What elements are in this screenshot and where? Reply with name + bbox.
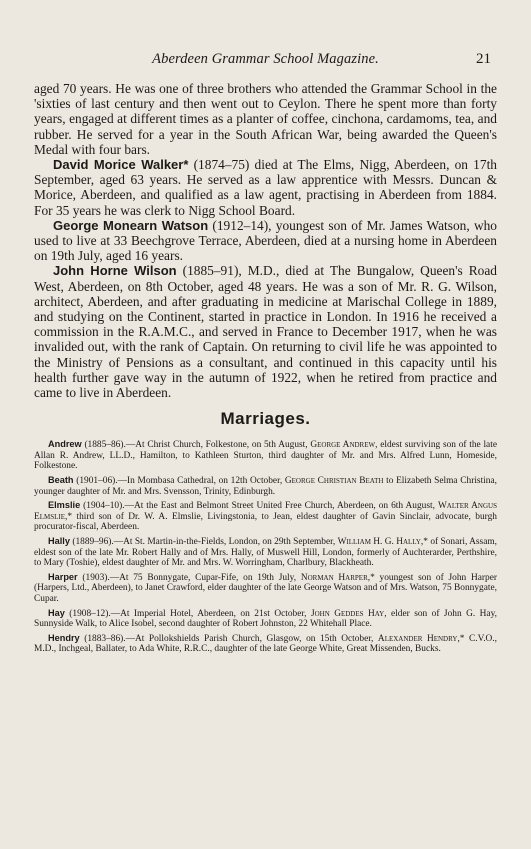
marriage-entry: Elmslie (1904–10).—At the East and Belmont Street United Free Church, Aberdeen, on 6th August, Walter Angus Elmslie,* third son of Dr. W. A. Elmslie, Livingstonia, to Jean, eldest daughter of Gavin Sinclair, advocate, burgh procurator-fiscal, Aberdeen. [34,500,497,533]
marriage-name: Andrew [48,439,82,450]
groom-name: William H. G. Hally,* [337,537,428,548]
marriage-entry: Beath (1901–06).—In Mombasa Cathedral, on 12th October, George Christian Beath to Elizabeth Selma Christina, younger daughter of Mr. and Mrs. Svensson, Trinity, Edinburgh. [34,475,497,497]
marriage-entry: Andrew (1885–86).—At Christ Church, Folkestone, on 5th August, George Andrew, eldest surviving son of the late Allan R. Andrew, LL.D., Hamilton, to Kathleen Sturton, third daughter of Mr. and Mrs. Alfred Lunn, Homeside, Folkestone. [34,439,497,472]
marriages-list [34,439,497,655]
groom-name: George Christian Beath [284,476,384,487]
groom-name: Norman Harper,* [300,572,375,583]
marriage-name: Hendry [48,632,80,643]
marriage-name: Elmslie [48,500,81,511]
obituary-text: (1885–91), M.D., died at The Bungalow, Queen's Road West, Aberdeen, on 8th October, aged 48 years. He was a son of Mr. R. G. Wilson, architect, Aberdeen, and after graduating in medicine at Marischal College in 1889, and studying on the Continent, started in practice in London. In 1916 he received a commission in the R.A.M.C., and served in France to December 1917, when he was invalided out, with the rank of Captain. On returning to civil life he was appointed to the Ministry of Pensions as a consultant, and continued in this capacity until his health further gave way in the autumn of 1922, when he retired from practice and came to live in Aberdeen. [34,263,497,401]
obituary-name: John Horne Wilson [53,263,177,279]
marriage-entry: Harper (1903).—At 75 Bonnygate, Cupar-Fife, on 19th July, Norman Harper,* youngest son of John Harper (Harpers, Ltd., Aberdeen), to Janet Crawford, elder daughter of the late George Watson and of Mrs. Watson, 75 Bonnygate, Cupar. [34,571,497,604]
obituary-entry [34,263,497,400]
marriage-name: Hay [48,607,65,618]
groom-name: Walter Angus Elmslie,* [34,501,497,522]
obituary-entry [34,218,497,264]
marriage-entry: Hay (1908–12).—At Imperial Hotel, Aberdeen, on 21st October, John Geddes Hay, elder son of John G. Hay, Sunnyside Walk, to Alice Isobel, second daughter of Robert Johnston, 22 Whitehall Place. [34,607,497,630]
obituary-text: (1912–14), youngest son of Mr. James Watson, who used to live at 33 Beechgrove Terrace, Aberdeen, died at a nursing home in Aberdeen on 19th July, aged 16 years. [34,217,497,264]
marriages-heading: Marriages. [220,409,311,429]
running-head [34,51,497,71]
marriage-entry: Hally (1889–96).—At St. Martin-in-the-Fields, London, on 29th September, William H. G. Hally,* of Sonari, Assam, eldest son of the late Mr. Robert Hally and of Mrs. Hally, of Muswell Hill, London, formerly of Auchterarder, Perthshire, to Mary (Toshie), eldest daughter of Mr. and Mrs. W. Worringham, Charlbury, Blackheath. [34,536,497,569]
obituary-entry [34,157,497,218]
groom-name: John Geddes Hay [310,608,385,619]
groom-name: Alexander Hendry,* [377,633,465,644]
obituary-name: George Monearn Watson [53,217,209,233]
obituaries [34,81,497,400]
running-title: Aberdeen Grammar School Magazine. [152,51,379,67]
groom-name: George Andrew [310,440,376,451]
marriage-name: Harper [48,571,78,582]
marriage-entry: Hendry (1883–86).—At Pollokshields Parish Church, Glasgow, on 15th October, Alexander Hendry,* C.V.O., M.D., Inchgeal, Ballater, to Ada White, R.R.C., daughter of the late George White, Great Missenden, Bucks. [34,632,497,655]
marriage-name: Beath [48,475,74,486]
obituary-text: (1874–75) died at The Elms, Nigg, Aberdeen, on 17th September, aged 63 years. He served as a law apprentice with Messrs. Duncan & Morice, Aberdeen, and qualified as a law agent, practising in Aberdeen from 1884. For 35 years he was clerk to Nigg School Board. [34,157,497,218]
obituary-continuation: aged 70 years. He was one of three brothers who attended the Grammar School in the 'sixties of last century and then went out to Ceylon. There he spent more than forty years, engaged at different times as a planter of coffee, cinchona, cardamoms, tea, and rubber. He served for a year in the South African War, being awarded the Queen's Medal with four bars. [34,81,497,157]
marriage-name: Hally [48,536,70,547]
obituary-name: David Morice Walker* [53,157,189,173]
page-number: 21 [476,51,491,67]
